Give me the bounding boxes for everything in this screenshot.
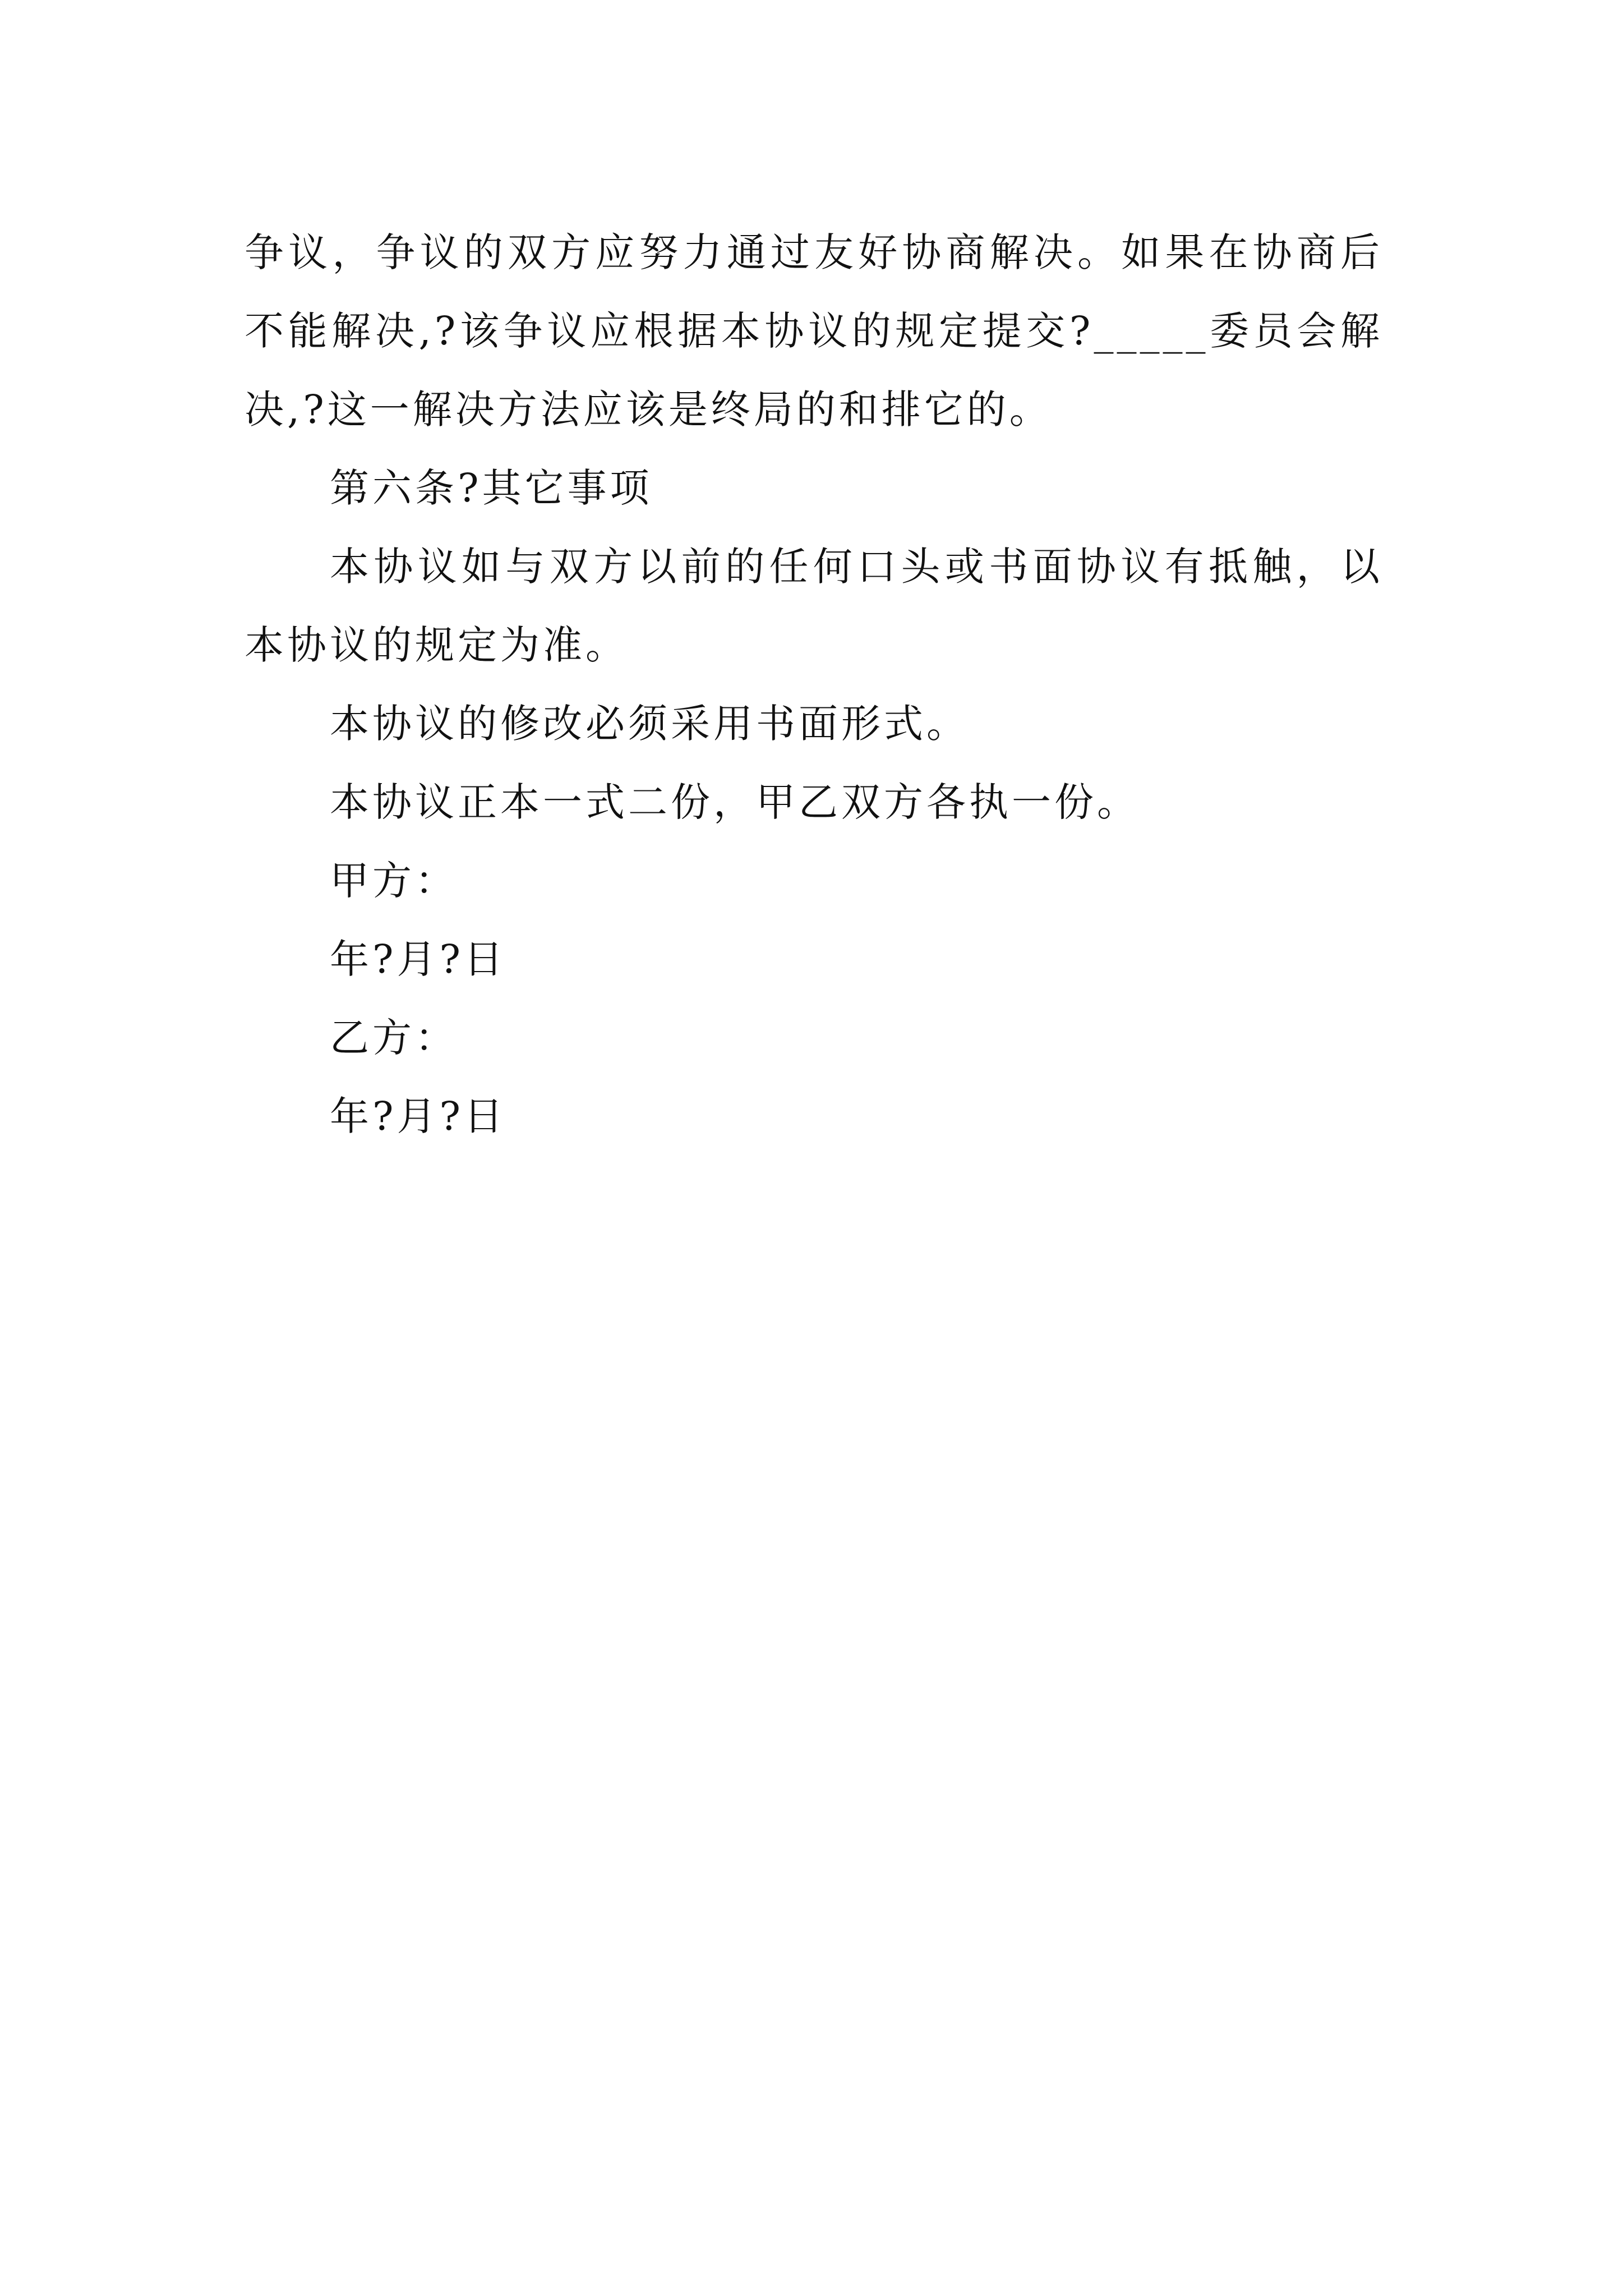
party-a-label: 甲方：	[330, 858, 458, 904]
party-b-date: 年?月?日	[330, 1093, 507, 1139]
precedence-clause: 本协议如与双方以前的任何口头或书面协议有抵触，以本协议的规定为准。	[245, 544, 1383, 668]
party-a-date: 年?月?日	[330, 936, 507, 982]
party-b-label: 乙方：	[330, 1015, 458, 1061]
document-body	[245, 213, 1383, 1156]
copies-clause: 本协议正本一式二份，甲乙双方各执一份。	[330, 779, 1140, 825]
dispute-resolution-paragraph: 争议，争议的双方应努力通过友好协商解决。如果在协商后不能解决,?该争议应根据本协议的规定提交?_____委员会解决,?这一解决方法应该是终局的和排它的。	[245, 229, 1383, 432]
amendment-clause: 本协议的修改必须采用书面形式。	[330, 701, 969, 747]
article-six-heading: 第六条?其它事项	[330, 465, 653, 511]
